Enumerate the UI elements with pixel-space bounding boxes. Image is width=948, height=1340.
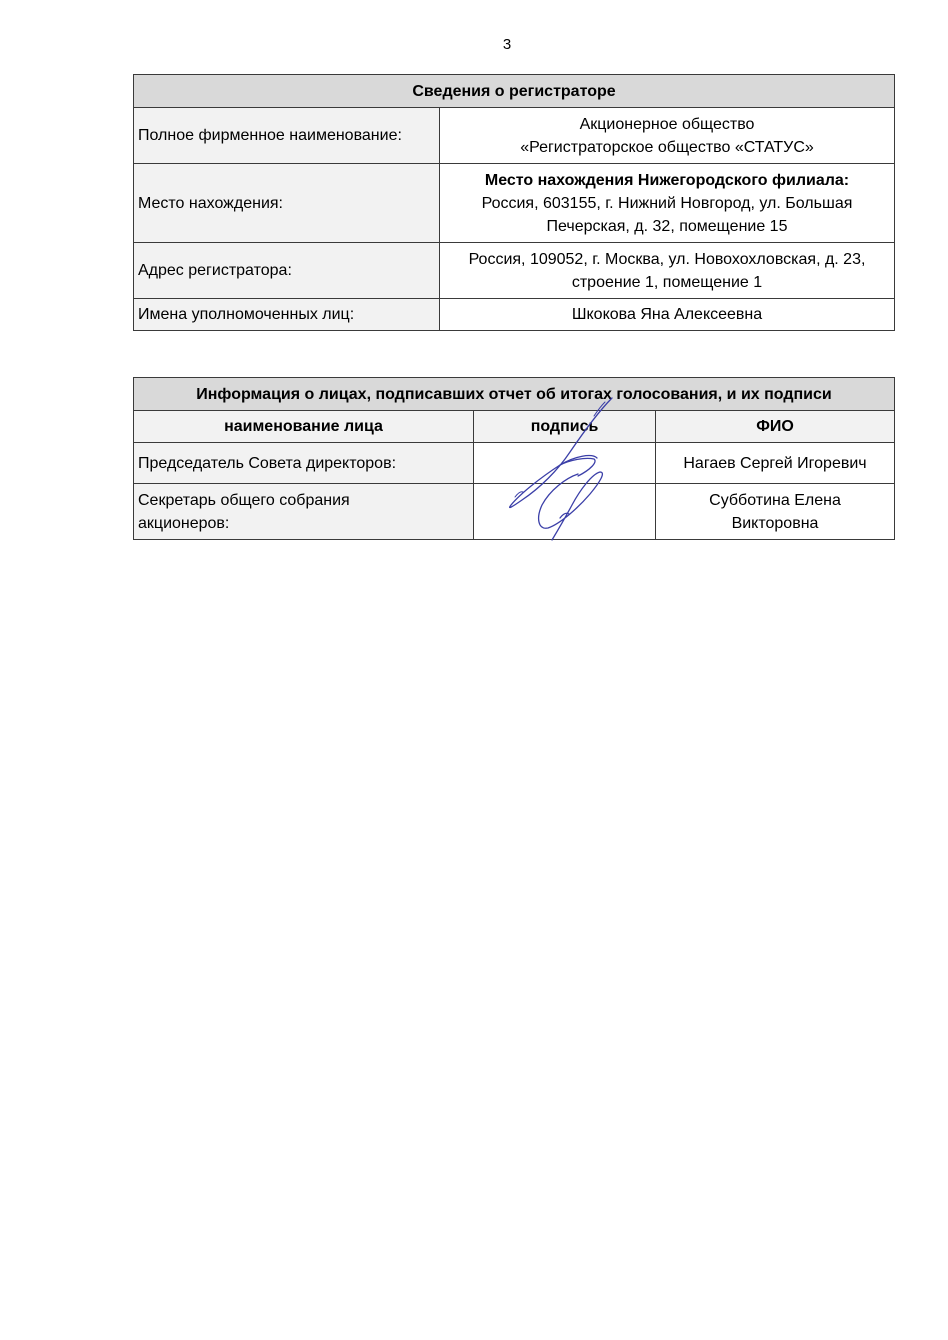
branch-location-heading: Место нахождения Нижегородского филиала: — [484, 171, 850, 189]
signer-name — [656, 484, 895, 540]
authorized-persons-label: Имена уполномоченных лиц: — [134, 299, 440, 331]
name-line: Викторовна — [731, 514, 819, 532]
value-line: Печерская, д. 32, помещение 15 — [546, 217, 788, 235]
registrar-full-name-label: Полное фирменное наименование: — [134, 108, 440, 164]
registrar-address-value — [440, 243, 895, 299]
registrar-table-title: Сведения о регистраторе — [134, 75, 895, 108]
signer-role — [134, 484, 474, 540]
name-line: Субботина Елена — [709, 491, 841, 509]
authorized-persons-value: Шкокова Яна Алексеевна — [440, 299, 895, 331]
registrar-location-label: Место нахождения: — [134, 164, 440, 243]
registrar-address-label: Адрес регистратора: — [134, 243, 440, 299]
value-line: строение 1, помещение 1 — [571, 273, 763, 291]
column-header-fullname: ФИО — [656, 411, 895, 443]
signers-table — [133, 377, 895, 540]
signers-table-title: Информация о лицах, подписавших отчет об итогах голосования, и их подписи — [134, 378, 895, 411]
column-header-person: наименование лица — [134, 411, 474, 443]
value-line: Россия, 603155, г. Нижний Новгород, ул. Большая — [481, 194, 853, 212]
signature-cell — [474, 484, 656, 540]
role-line: Секретарь общего собрания — [138, 491, 350, 509]
registrar-full-name-value — [440, 108, 895, 164]
value-line: «Регистраторское общество «СТАТУС» — [520, 138, 814, 156]
signer-role: Председатель Совета директоров: — [134, 443, 474, 484]
value-line: Россия, 109052, г. Москва, ул. Новохохловская, д. 23, — [468, 250, 866, 268]
value-line: Акционерное общество — [579, 115, 755, 133]
column-header-signature: подпись — [474, 411, 656, 443]
signer-name: Нагаев Сергей Игоревич — [656, 443, 895, 484]
signature-cell — [474, 443, 656, 484]
page-number: 3 — [502, 36, 512, 53]
role-line: акционеров: — [138, 514, 230, 532]
registrar-info-table — [133, 74, 895, 331]
registrar-location-value — [440, 164, 895, 243]
